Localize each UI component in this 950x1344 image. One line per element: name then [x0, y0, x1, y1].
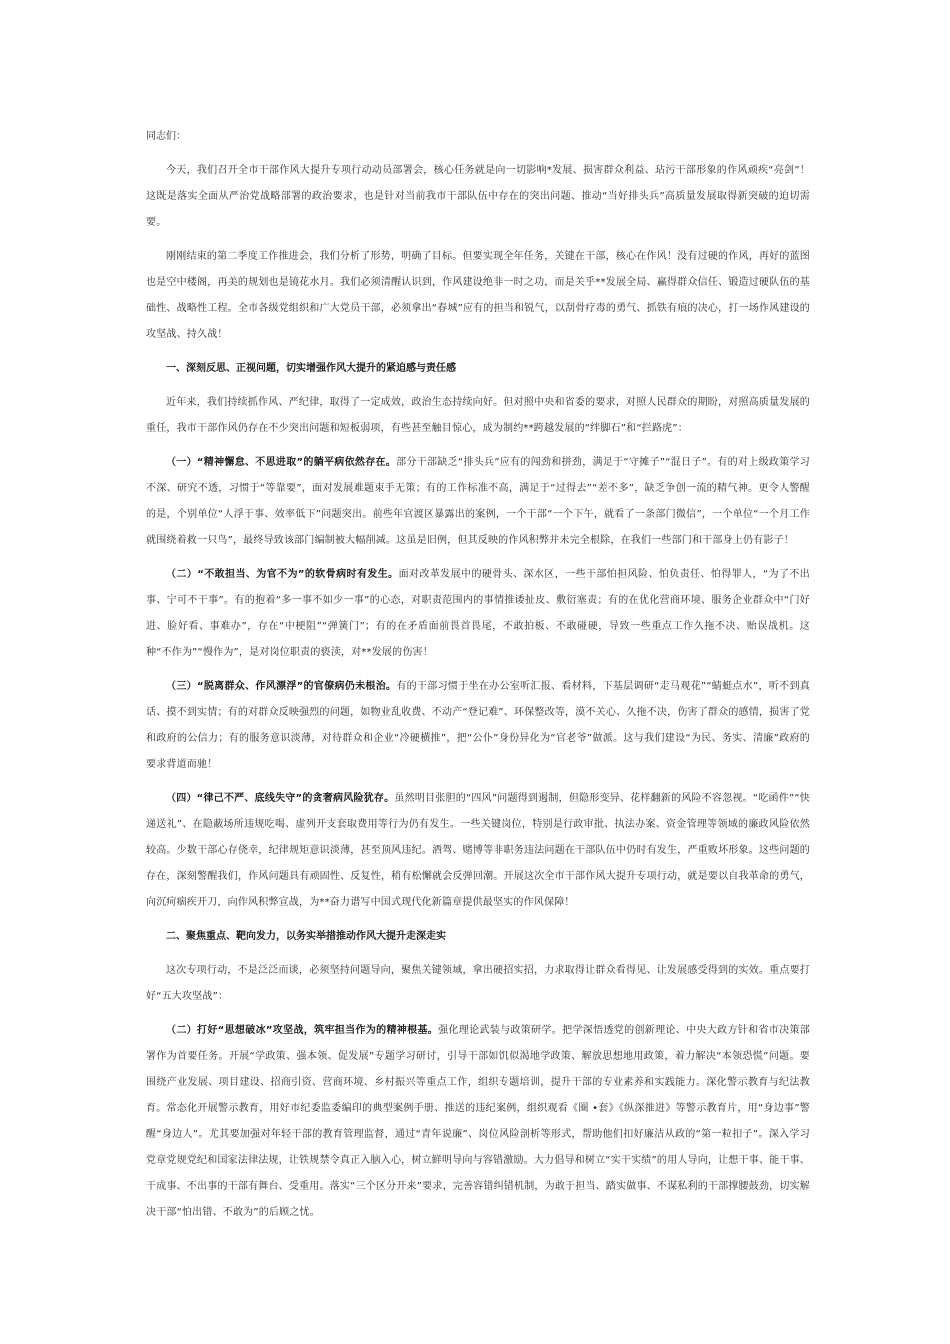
item-text: 有的干部习惯于坐在办公室听汇报、看材料，下基层调研“走马观花”“蜻蜓点水”，听不到真话、摸不到实情；有的对群众反映强烈的问题，如物业乱收费、不动产“登记难”、环保整改等，漠不关心、久拖不决，伤害了群众的感情，损害了党和政府的公信力；有的服务意识淡薄，对待群众和企业“冷硬横推”，把“公仆”身份异化为“官老爷”做派。这与我们建设“为民、务实、清廉”政府的要求背道而驰！ — [146, 681, 811, 770]
intro-paragraph-2: 刚刚结束的第二季度工作推进会，我们分析了形势，明确了目标。但要实现全年任务，关键在干部，核心在作风！没有过硬的作风，再好的蓝图也是空中楼阁，再美的规划也是镜花水月。我们必须清醒认识到，作风建设绝非一时之功，而是关乎**发展全局、赢得群众信任、锻造过硬队伍的基础性、战略性工程。全市各级党组织和广大党员干部，必须拿出“春城”应有的担当和锐气，以刮骨疗毒的勇气、抓铁有痕的决心，打一场作风建设的攻坚战、持久战！ — [146, 251, 810, 340]
item-lead: （二）打好“思想破冰”攻坚战，筑牢担当作为的精神根基。 — [166, 1025, 439, 1036]
salutation: 同志们： — [146, 131, 186, 142]
item-text: 部分干部缺乏“排头兵”应有的闯劲和拼劲，满足于“守摊子”“混日子”。有的对上级政策学习不深、研究不透，习惯于“等靠要”，面对发展难题束手无策；有的工作标准不高，满足于“过得去”“差不多”，缺乏争创一流的精气神。更令人警醒的是，个别单位“人浮于事、效率低下”问题突出。前些年官渡区暴露出的案例，一个干部“一个下午，就看了一条部门微信”，一个单位“一个月工作就围绕着救一只鸟”，最终导致该部门编制被大幅削减。这虽是旧例，但其反映的作风积弊并未完全根除，在我们一些部门和干部身上仍有影子！ — [146, 457, 810, 546]
item-lead: （一）“精神懈怠、不思进取”的躺平病依然存在。 — [166, 457, 397, 468]
item-text: 虽然明目张胆的“四风”问题得到遏制，但隐形变异、花样翻新的风险不容忽视。“吃函件”“快递送礼”、在隐蔽场所违规吃喝、虚列开支套取费用等行为仍有发生。一些关键岗位，特别是行政审批、执法办案、资金管理等领域的廉政风险依然较高。少数干部心存侥幸，纪律规矩意识淡薄，甚至顶风违纪。酒驾、赌博等非职务违法问题在干部队伍中仍时有发生，严重败坏形象。这些问题的存在，深刻警醒我们，作风问题具有顽固性、反复性，稍有松懈就会反弹回潮。开展这次全市干部作风大提升专项行动，就是要以自我革命的勇气，向沉疴痼疾开刀，向作风积弊宣战，为**奋力谱写中国式现代化新篇章提供最坚实的作风保障！ — [146, 793, 810, 908]
section-1-item-1 — [146, 450, 810, 554]
item-text: 面对改革发展中的硬骨头、深水区，一些干部怕担风险、怕负责任、怕得罪人，“为了不出事、宁可不干事”。有的抱着“多一事不如少一事”的心态，对职责范围内的事情推诿扯皮、敷衍塞责；有的在优化营商环境、服务企业群众中“门好进、脸好看、事难办”，存在“中梗阻”“弹簧门”；有的在矛盾面前畏首畏尾，不敢拍板、不敢碰硬，导致一些重点工作久拖不决、贻误战机。这种“不作为”“慢作为”，是对岗位职责的亵渎，对**发展的伤害！ — [146, 569, 810, 658]
section-2-heading: 二、聚焦重点、靶向发力，以务实举措推动作风大提升走深走实 — [166, 931, 446, 942]
section-1-item-3 — [146, 674, 810, 778]
item-text: 强化理论武装与政策研学。把学深悟透党的创新理论、中央大政方针和省市决策部署作为首要任务。开展“学政策、强本领、促发展”专题学习研讨，引导干部如饥似渴地学政策、解放思想地用政策，着力解决“本领恐慌”问题。要围绕产业发展、项目建设、招商引资、营商环境、乡村振兴等重点工作，组织专题培训，提升干部的专业素养和实践能力。深化警示教育与纪法教育。常态化开展警示教育，用好市纪委监委编印的典型案例手册、推送的违纪案例，组织观看《圈 •套》《纵深推进》等警示教育片，用“身边事”警醒“身边人”。尤其要加强对年轻干部的教育管理监督，通过“青年说廉”、岗位风险剖析等形式，帮助他们扣好廉洁从政的“第一粒扣子”。深入学习党章党规党纪和国家法律法规，让铁规禁令真正入脑入心，树立鲜明导向与容错激励。大力倡导和树立“实干实绩”的用人导向，让想干事、能干事、干成事、不出事的干部有舞台、受重用。落实“三个区分开来”要求，完善容错纠错机制，为敢于担当、踏实做事、不谋私利的干部撑腰鼓劲，切实解决干部“怕出错、不敢为”的后顾之忧。 — [146, 1025, 810, 1218]
section-1-heading: 一、深刻反思、正视问题，切实增强作风大提升的紧迫感与责任感 — [166, 363, 456, 374]
intro-paragraph-1: 今天，我们召开全市干部作风大提升专项行动动员部署会，核心任务就是向一切影响*发展、损害群众利益、玷污干部形象的作风顽疾“亮剑”！这既是落实全面从严治党战略部署的政治要求，也是针对当前我市干部队伍中存在的突出问题、推动“当好排头兵”高质量发展取得新突破的迫切需要。 — [146, 165, 810, 228]
item-lead: （二）“不敢担当、为官不为”的软骨病时有发生。 — [166, 569, 399, 580]
document-page — [146, 124, 810, 1234]
section-1-item-4 — [146, 786, 810, 916]
section-1-item-2 — [146, 562, 810, 666]
item-lead: （四）“律己不严、底线失守”的贪奢病风险犹存。 — [166, 793, 395, 804]
item-lead: （三）“脱离群众、作风漂浮”的官僚病仍未根治。 — [166, 681, 397, 692]
section-2-item-1 — [146, 1018, 810, 1226]
section-1-intro: 近年来，我们持续抓作风、严纪律，取得了一定成效，政治生态持续向好。但对照中央和省委的要求，对照人民群众的期盼，对照高质量发展的重任，我市干部作风仍存在不少突出问题和短板弱项，有些甚至触目惊心，成为制约**跨越发展的“绊脚石”和“拦路虎”： — [146, 397, 810, 434]
section-2-intro: 这次专项行动，不是泛泛而谈，必须坚持问题导向，聚焦关键领域，拿出硬招实招，力求取得让群众看得见、让发展感受得到的实效。重点要打好“五大攻坚战”： — [146, 965, 810, 1002]
